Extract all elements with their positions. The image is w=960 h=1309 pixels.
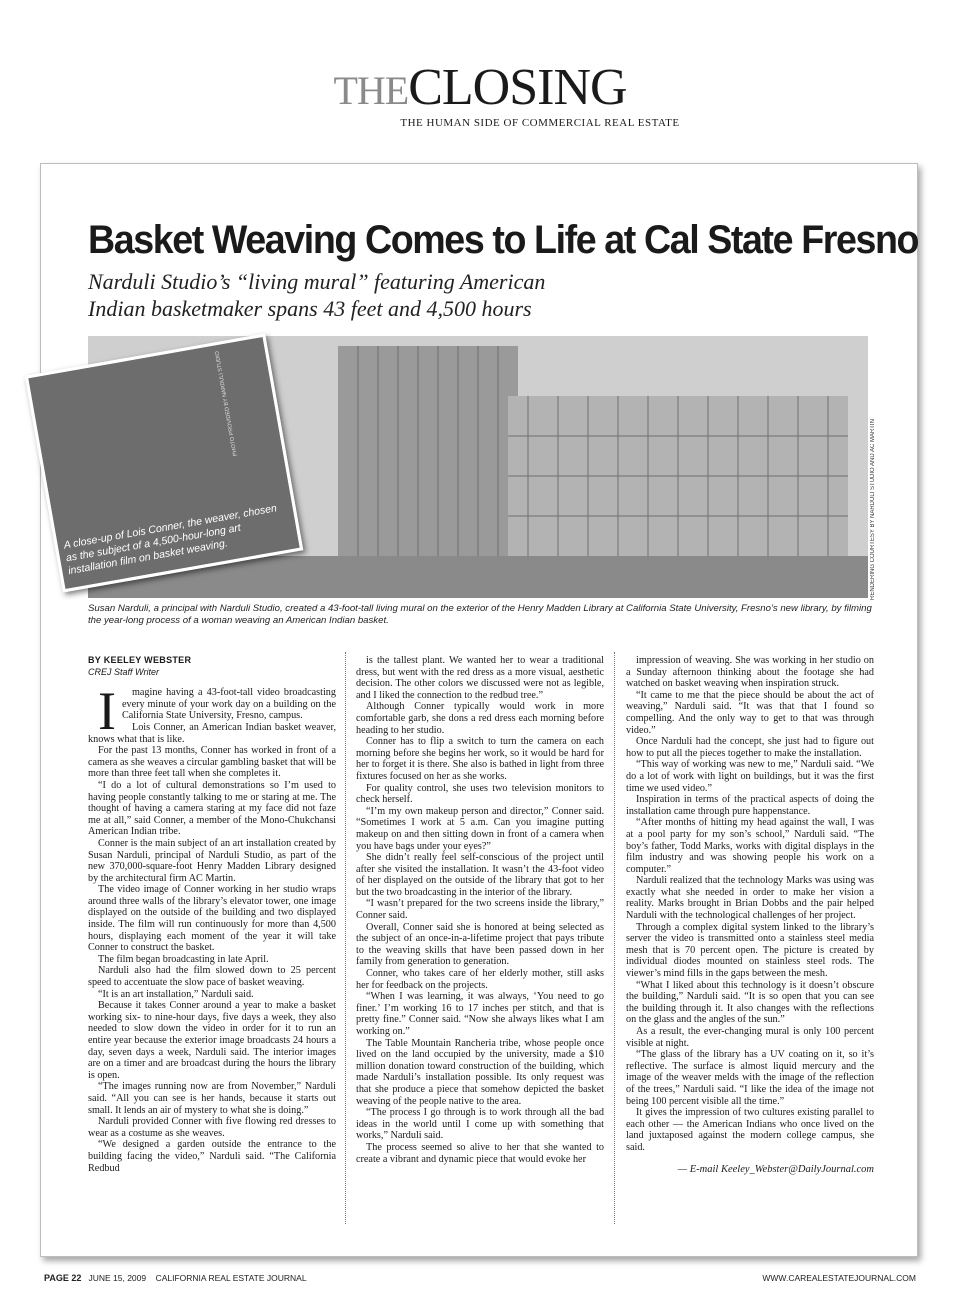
paragraph: “The process I go through is to work through all the bad ideas in the world until I come up with something that works,” Narduli said. [356,1107,604,1142]
paragraph: Because it takes Conner around a year to make a basket working six- to nine-hour days, five days a week, they also needed to slow down the video in order for it to run an entire year because the exterior image broadcasts 24 hours a day, seven days a week, Narduli said. The interior images are on a timer and are broadcast during the hours the library is open. [88,1000,336,1081]
paragraph: The Table Mountain Rancheria tribe, whose people once lived on the land occupied by the university, made a $10 million donation toward construction of the building, which made Narduli’s installation possible. Its only request was that she produce a piece that somehow depicted the basket weaving of the people native to the area. [356,1037,604,1107]
column-2-body [356,655,604,1165]
paragraph: impression of weaving. She was working in her studio on a Sunday afternoon thinking about the footage she had watched on basket weaving when inspiration struck. [626,655,874,690]
column-1-body [88,722,336,1174]
paragraph: “What I liked about this technology is it doesn’t obscure the building,” Narduli said. “It is so open that you can see the building through it. It also changes with the reflections on the glass and the angles of the sun.” [626,979,874,1026]
paragraph: “I’m my own makeup person and director,” Conner said. “Sometimes I work at 5 a.m. Can you imagine putting makeup on and then sitting down in front of a camera when you have bags under your eyes?” [356,805,604,852]
article-column-1 [88,655,336,1174]
deck: Narduli Studio’s “living mural” featuring American Indian basketmaker spans 43 feet and 4,500 hours [88,269,546,321]
paragraph: She didn’t really feel self-conscious of the project until after she visited the installation. It wasn’t the 43-foot video of her displayed on the outside of the library that got to her but the two broadcasting in the interior of the library. [356,852,604,898]
paragraph: Conner, who takes care of her elderly mother, still asks her for feedback on the projects. [356,968,604,991]
paragraph: “This way of working was new to me,” Narduli said. “We do a lot of work with light on buildings, but it was the first time we used video.” [626,759,874,794]
masthead-title [0,60,960,119]
inset-photo-credit: PHOTO PROVIDED BY NARDULI STUDIO [214,350,239,457]
byline: BY KEELEY WEBSTER [88,655,192,665]
paragraph: “When I was learning, it was always, ‘You need to go finer.’ I’m working 16 to 17 inches per stitch, and that is pretty fine.” Conner said. “Now she always likes what I am working on.” [356,991,604,1037]
issue-date: JUNE 15, 2009 [88,1273,147,1283]
paragraph: Although Conner typically would work in more comfortable garb, she dons a red dress each morning before heading to her studio. [356,701,604,736]
paragraph: For quality control, she uses two television monitors to check herself. [356,782,604,806]
website-url: WWW.CAREALESTATEJOURNAL.COM [762,1273,916,1283]
paragraph: “It is an art installation,” Narduli said. [98,988,254,1000]
article-column-3 [626,655,874,1175]
paragraph: Conner has to flip a switch to turn the camera on each morning before she begins her work, so it would be hard for her to forget it is there. She also is bathed in light from three fixtures focused on her as she works. [356,736,604,782]
paragraph: As a result, the ever-changing mural is only 100 percent visible at night. [626,1026,874,1049]
paragraph: “It came to me that the piece should be about the act of weaving,” Narduli said. “It was that that I found so compelling. And the only way to get to that was through video.” [626,689,874,736]
publication-name: CALIFORNIA REAL ESTATE JOURNAL [155,1273,307,1283]
paragraph: “After months of hitting my head against the wall, I was at a pool party for my son’s school,” Narduli said. “The boy’s father, Todd Marks, works with digital displays in the film industry and was showing people his work on a computer.” [626,817,874,875]
headline: Basket Weaving Comes to Life at Cal State Fresno [88,218,919,262]
column-3-body [626,655,874,1154]
paragraph: The film began broadcasting in late April. [98,953,269,965]
paragraph: Once Narduli had the concept, she just had to figure out how to put all the pieces together to make the installation. [626,736,874,759]
page-footer [44,1273,916,1283]
lead-text: magine having a 43-foot-tall video broadcasting every minute of your work day on a building on the California State University, Fresno, campus. [121,687,336,722]
photo-credit: RENDERING COURTESY BY NARDULI STUDIO AND AC MARTIN [870,419,876,600]
paragraph: Through a complex digital system linked to the library’s server the video is transmitted onto a stainless steel media mesh that is 70 percent open. The picture is created by individual diodes mounted on stainless steel rods. The viewer’s mind fills in the gaps between the mesh. [626,921,874,980]
masthead [0,60,960,129]
paragraph: “The glass of the library has a UV coating on it, so it’s reflective. The surface is almost liquid mercury and the image of the weaver melds with the image of the reflection of the trees,” Narduli said. “I like the idea of the image not being 100 percent visible all the time.” [626,1049,874,1107]
article-column-2 [356,655,604,1165]
page-number: PAGE 22 [44,1273,82,1283]
byline-role: CREJ Staff Writer [88,666,160,677]
photo-caption: Susan Narduli, a principal with Narduli Studio, created a 43-foot-tall living mural on the exterior of the Henry Madden Library at California State University, Fresno’s new library, by filming the year-long process of a woman weaving an American Indian basket. [88,603,872,626]
paragraph: Narduli provided Conner with five flowing red dresses to wear as a costume as she weaves. [88,1116,336,1139]
paragraph: is the tallest plant. We wanted her to wear a traditional dress, but went with the red dress as a more visual, aesthetic decision. The other colors we discussed were not as legible, and I liked the connection to the redbud tree.” [356,655,604,701]
drop-cap: I [98,681,116,742]
column-rule [345,652,346,1224]
inset-photo [25,333,303,592]
paragraph: “I wasn’t prepared for the two screens inside the library,” Conner said. [356,898,604,922]
paragraph: “The images running now are from November,” Narduli said. “All you can see is her hands, because it starts out small. It lends an air of mystery to what she is doing.” [88,1081,336,1116]
inset-caption: A close-up of Lois Conner, the weaver, chosen as the subject of a 4,500-hour-long art installation film on basket weaving. [62,502,278,578]
masthead-closing: CLOSING [408,59,627,116]
paragraph: Overall, Conner said she is honored at being selected as the subject of an once-in-a-lifetime project that pays tribute to the weaving skills that have been passed down in her family from generation to generation. [356,921,604,968]
paragraph: Conner is the main subject of an art installation created by Susan Narduli, principal of Narduli Studio, as part of the new 370,000-square-foot Henry Madden Library designed by the architectural firm AC Martin. [88,837,336,884]
paragraph: Inspiration in terms of the practical aspects of doing the installation came through pure happenstance. [626,794,874,817]
email-signoff: — E-mail Keeley_Webster@DailyJournal.com [677,1163,874,1175]
paragraph: The process seemed so alive to her that she wanted to create a vibrant and dynamic piece that would evoke her [356,1141,604,1165]
paragraph: It gives the impression of two cultures existing parallel to each other — the American Indians who once lived on the land juxtaposed against the modern college campus, she said. [626,1107,874,1153]
paragraph: “I do a lot of cultural demonstrations so I’m used to having people constantly talking to me or staring at me. The thought of having a camera staring at my face did not faze me at all,” said Conner, a member of the Mono-Chukchansi American Indian tribe. [88,779,336,838]
paragraph: The video image of Conner working in her studio wraps around three walls of the library’s elevator tower, one image displayed on the outside of the building and two displayed inside. The film will run continuously for more than 4,500 hours, displaying each moment of the year it will take Conner to construct the basket. [88,884,336,954]
masthead-tagline: THE HUMAN SIDE OF COMMERCIAL REAL ESTATE [400,117,680,129]
column-rule [614,652,615,1224]
masthead-the: THE [333,68,409,113]
paragraph: For the past 13 months, Conner has worked in front of a camera as she weaves a circular gambling basket that will be more than three feet tall when she completes it. [88,745,336,780]
paragraph: Lois Conner, an American Indian basket weaver, knows what that is like. [88,721,336,745]
paragraph: Narduli also had the film slowed down to 25 percent speed to accentuate the slow pace of basket weaving. [88,965,336,989]
paragraph: “We designed a garden outside the entrance to the building facing the video,” Narduli said. “The California Redbud [88,1139,336,1174]
paragraph: Narduli realized that the technology Marks was using was exactly what she needed in order to make her vision a reality. Marks brought in Brian Dobbs and the pair helped Narduli with the technological challenges of her project. [626,875,874,922]
